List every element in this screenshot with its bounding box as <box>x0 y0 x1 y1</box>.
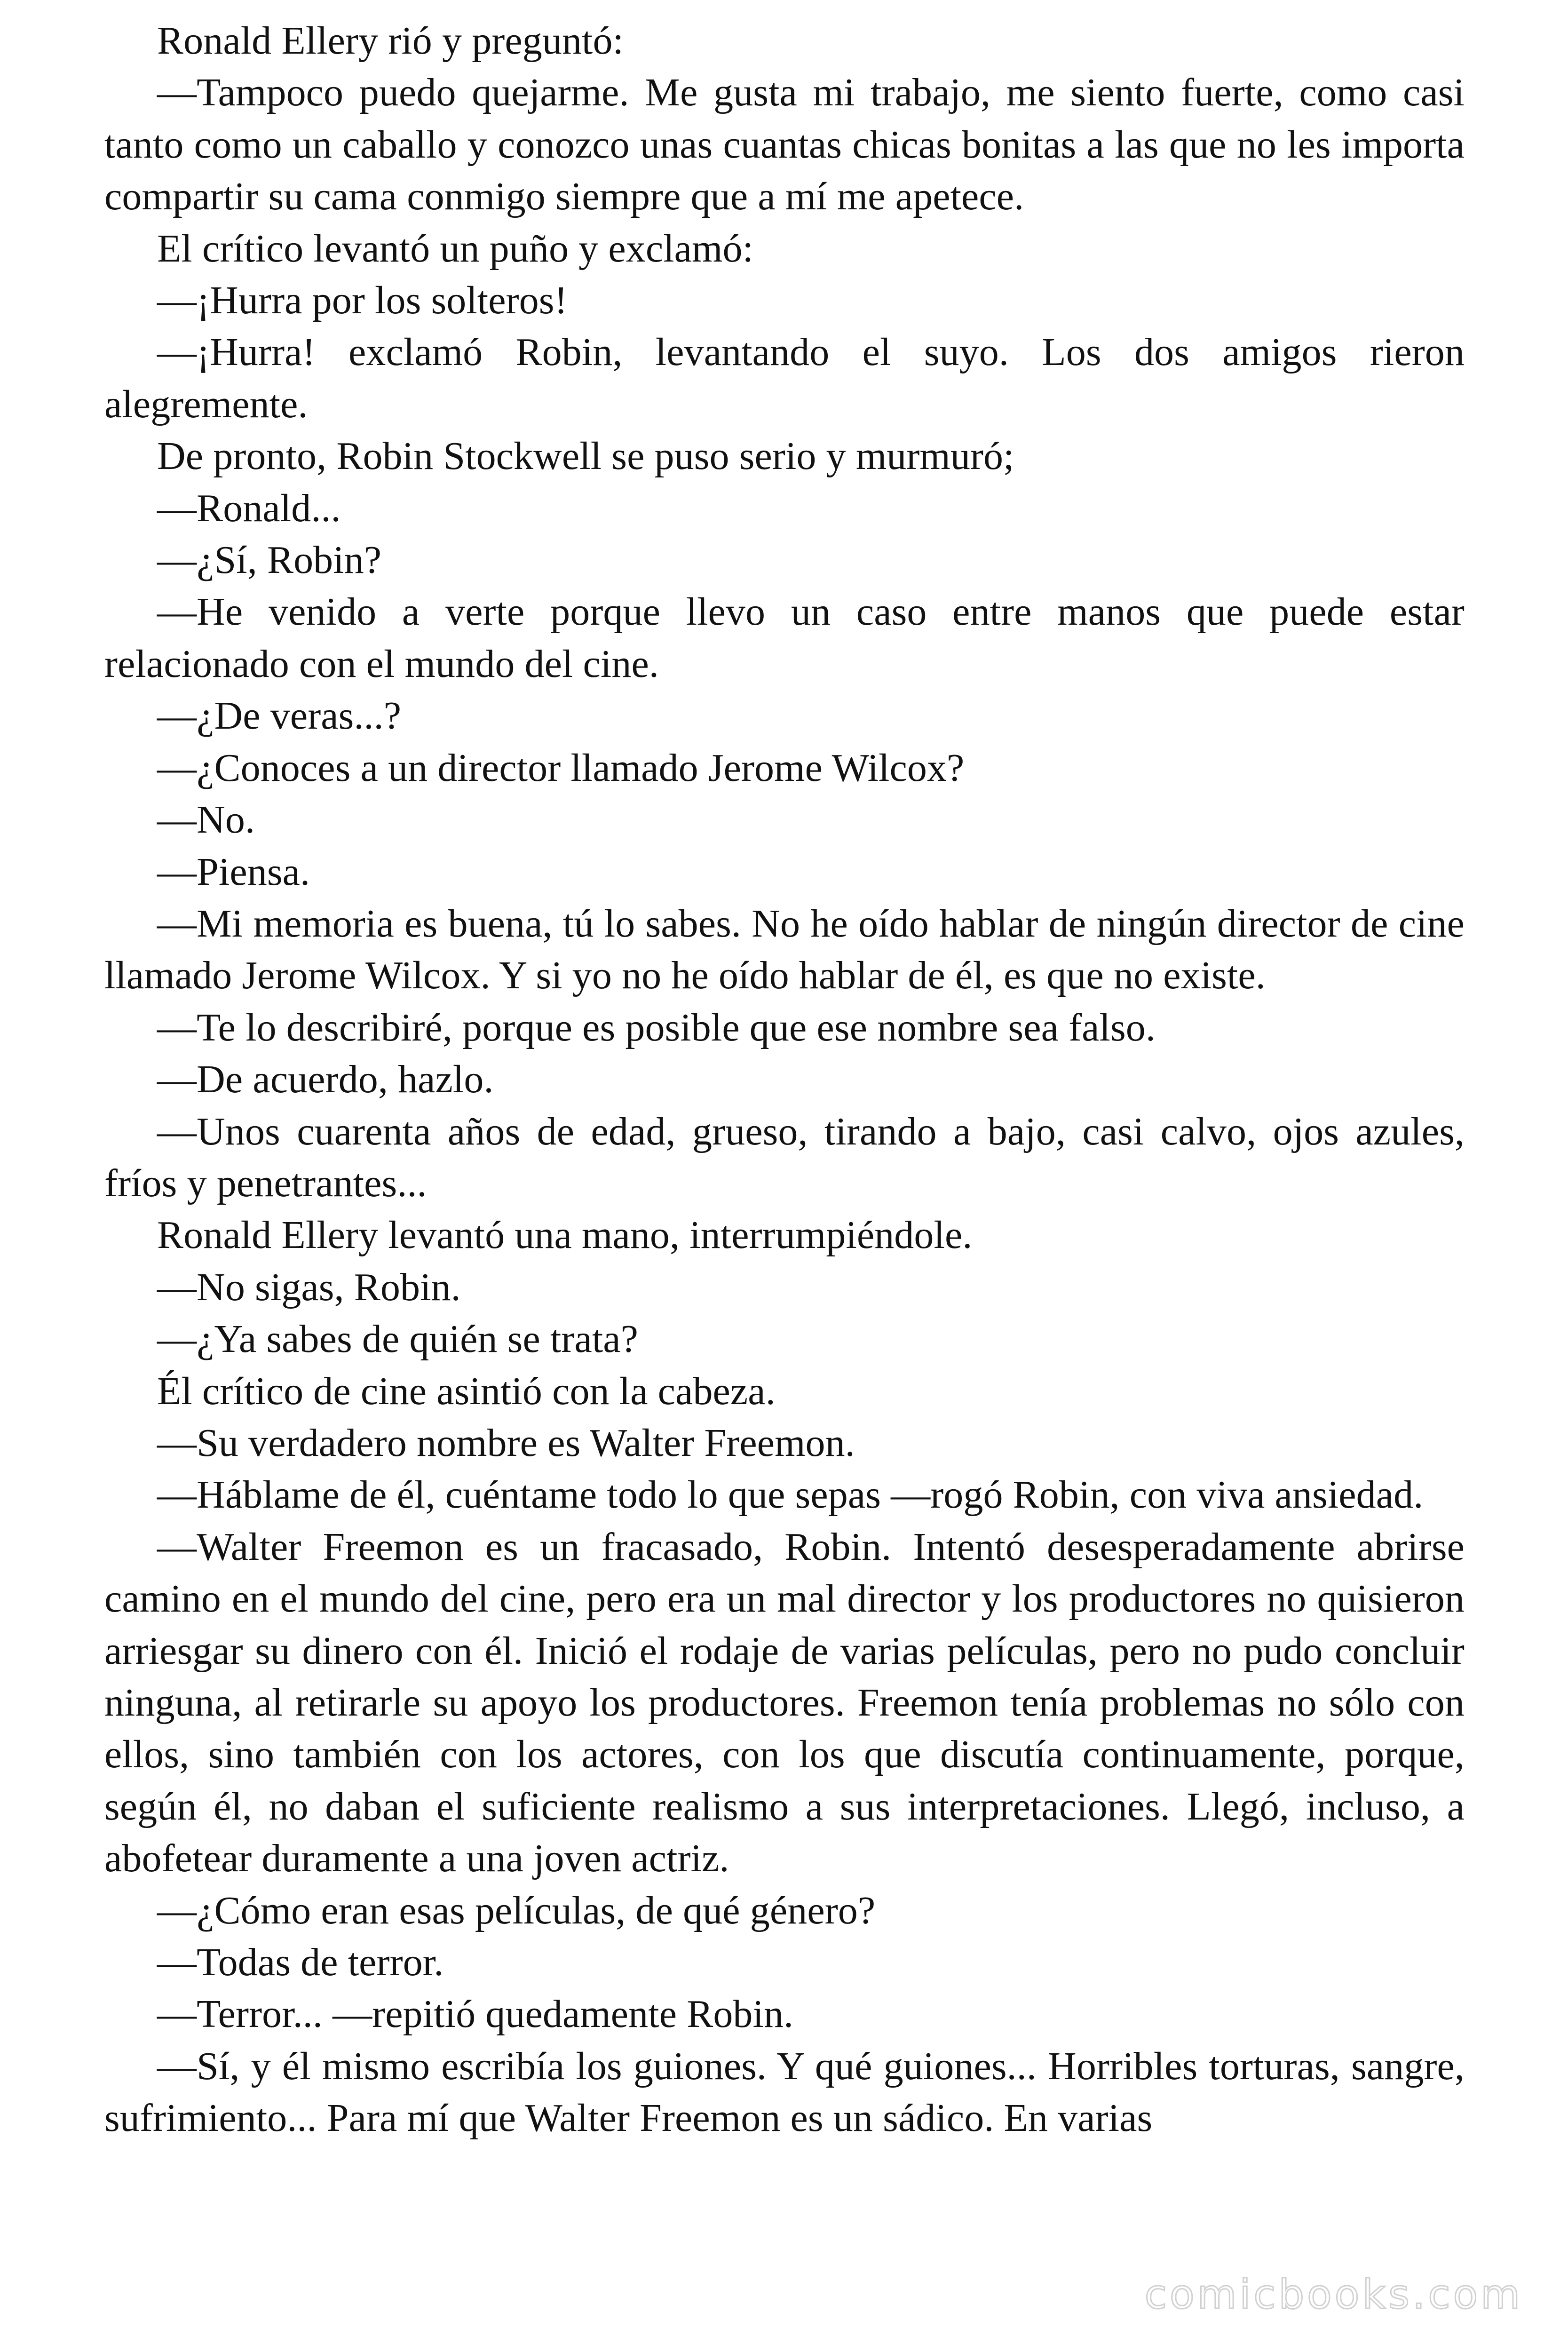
paragraph: —¿Sí, Robin? <box>157 538 382 582</box>
book-page-text <box>104 15 1465 2145</box>
paragraph: —He venido a verte porque llevo un caso entre manos que puede estar relacionado con el mundo del cine. <box>104 590 1465 686</box>
paragraph: —Su verdadero nombre es Walter Freemon. <box>157 1421 855 1465</box>
paragraph: —¡Hurra por los solteros! <box>157 278 568 323</box>
paragraph: Él crítico de cine asintió con la cabeza. <box>157 1369 776 1413</box>
paragraph: —Unos cuarenta años de edad, grueso, tirando a bajo, casi calvo, ojos azules, fríos y penetrantes... <box>104 1109 1465 1205</box>
paragraph: —Todas de terror. <box>157 1940 444 1985</box>
paragraph: De pronto, Robin Stockwell se puso serio y murmuró; <box>157 434 1014 478</box>
paragraph: El crítico levantó un puño y exclamó: <box>157 226 754 270</box>
paragraph: —Walter Freemon es un fracasado, Robin. Intentó desesperadamente abrirse camino en el mundo del cine, pero era un mal director y los productores no quisieron arriesgar su dinero con él. Inició el rodaje de varias películas, pero no pudo concluir ninguna, al retirarle su apoyo los productores. Freemon tenía problemas no sólo con ellos, sino también con los actores, con los que discutía continuamente, porque, según él, no daban el suficiente realismo a sus interpretaciones. Llegó, incluso, a abofetear duramente a una joven actriz. <box>104 1525 1465 1881</box>
paragraph: Ronald Ellery rió y preguntó: <box>157 19 624 63</box>
watermark-text: comicbooks.com <box>1144 2271 1523 2318</box>
paragraph: —¿Cómo eran esas películas, de qué género? <box>157 1888 876 1932</box>
paragraph: —¿De veras...? <box>157 694 402 738</box>
paragraph: —Mi memoria es buena, tú lo sabes. No he oído hablar de ningún director de cine llamado Jerome Wilcox. Y si yo no he oído hablar de él, es que no existe. <box>104 901 1465 998</box>
paragraph: —De acuerdo, hazlo. <box>157 1057 494 1102</box>
paragraph: —Terror... —repitió quedamente Robin. <box>157 1992 794 2036</box>
paragraph: —¡Hurra! exclamó Robin, levantando el suyo. Los dos amigos rieron alegremente. <box>104 330 1465 426</box>
paragraph: —Piensa. <box>157 850 310 894</box>
paragraph: —No. <box>157 798 255 842</box>
paragraph: Ronald Ellery levantó una mano, interrumpiéndole. <box>157 1213 973 1257</box>
paragraph: —¿Ya sabes de quién se trata? <box>157 1317 639 1361</box>
paragraph: —Háblame de él, cuéntame todo lo que sepas —rogó Robin, con viva ansiedad. <box>157 1473 1424 1517</box>
paragraph: —Te lo describiré, porque es posible que ese nombre sea falso. <box>157 1005 1156 1049</box>
paragraph: —Ronald... <box>157 486 341 530</box>
paragraph: —Tampoco puedo quejarme. Me gusta mi trabajo, me siento fuerte, como casi tanto como un caballo y conozco unas cuantas chicas bonitas a las que no les importa compartir su cama conmigo siempre que a mí me apetece. <box>104 71 1465 219</box>
paragraph: —No sigas, Robin. <box>157 1265 461 1309</box>
paragraph: —¿Conoces a un director llamado Jerome Wilcox? <box>157 746 965 790</box>
paragraph: —Sí, y él mismo escribía los guiones. Y qué guiones... Horribles torturas, sangre, sufrimiento... Para mí que Walter Freemon es un sádico. En varias <box>104 2044 1465 2140</box>
